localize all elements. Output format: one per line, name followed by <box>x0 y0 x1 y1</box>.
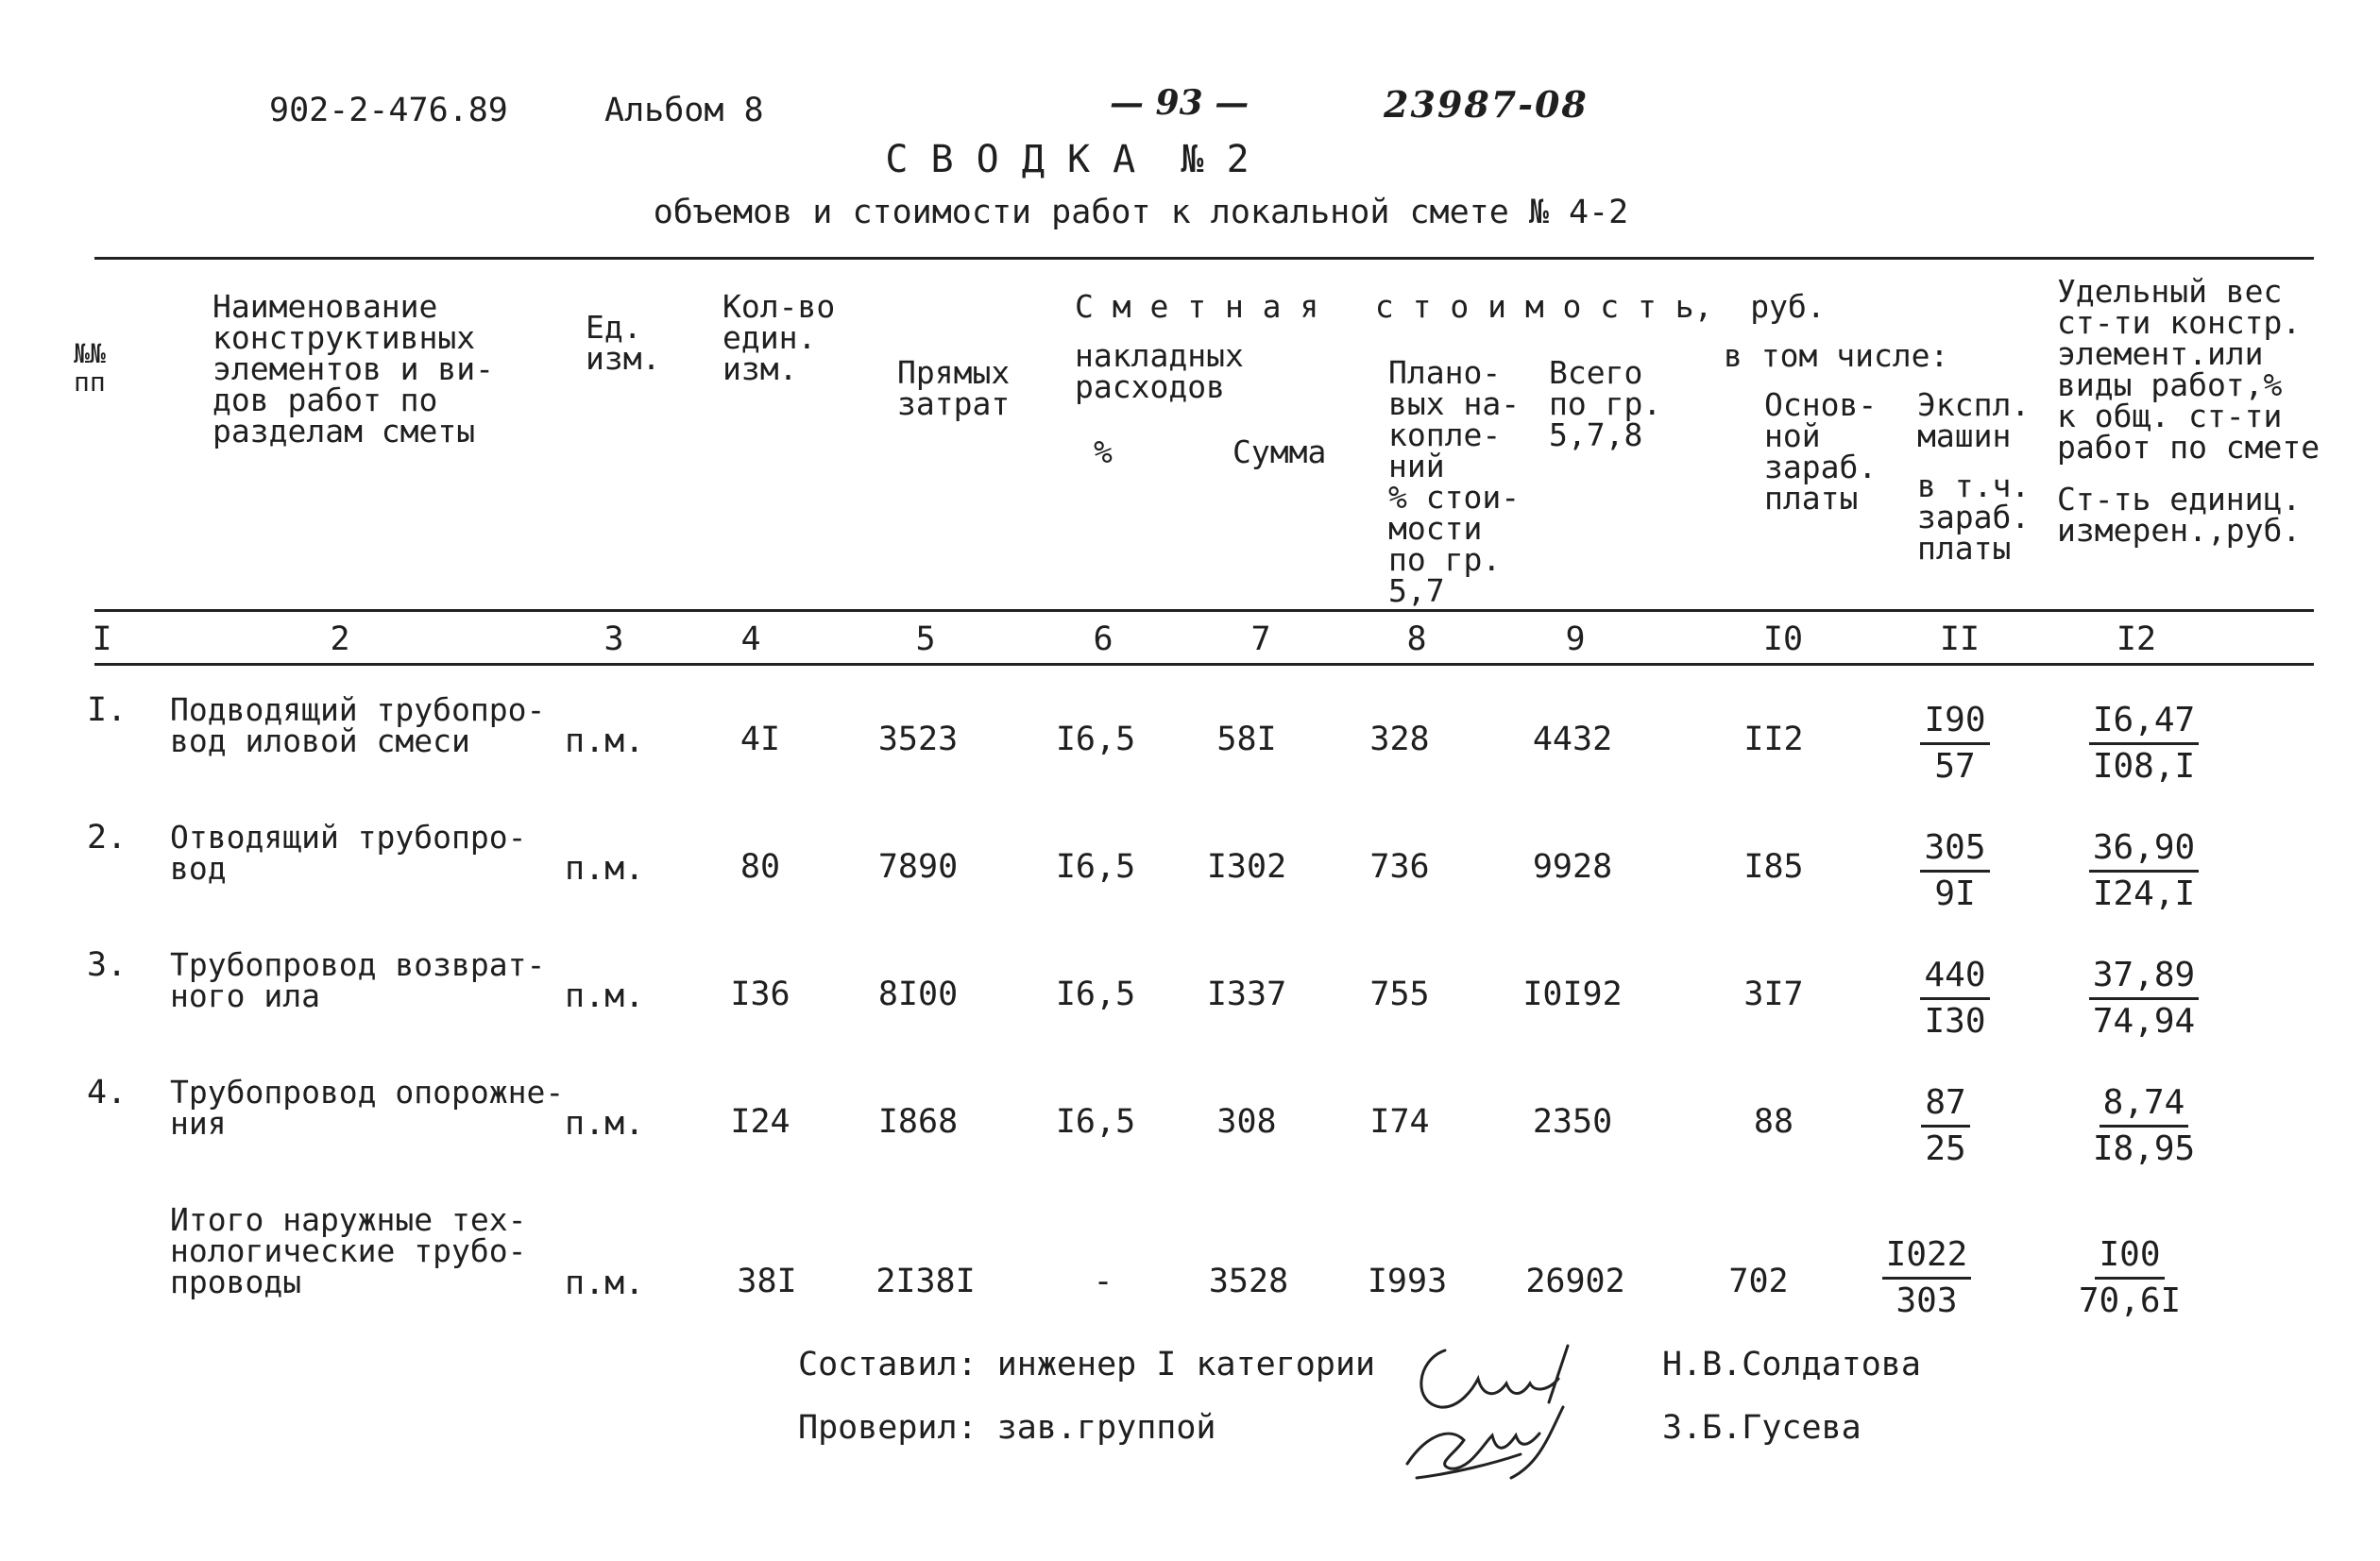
header-overhead: накладных расходов <box>1075 337 1244 405</box>
header-col-total: Всего по гр. 5,7,8 <box>1549 354 1662 453</box>
row-percent: I6,5 <box>1055 976 1136 1013</box>
total-name: Итого наружные тех- нологические трубо- проводы <box>170 1201 527 1300</box>
row-machines-fraction <box>1898 954 2012 1043</box>
total-unit: п.м. <box>565 1264 645 1302</box>
page-number: — 93 — <box>1110 83 1250 123</box>
row-unit: п.м. <box>565 1105 645 1143</box>
total-total: 26902 <box>1525 1263 1625 1300</box>
row-planned: 755 <box>1369 976 1430 1013</box>
row-share-fraction <box>2082 1081 2205 1171</box>
row-direct: I868 <box>877 1103 959 1141</box>
header-col-quantity: Кол-во един. изм. <box>722 288 836 387</box>
col-num-5: 5 <box>915 620 936 658</box>
row-wages: II2 <box>1743 721 1804 758</box>
row-sum: I337 <box>1206 976 1287 1013</box>
handwritten-signature-checked <box>1398 1398 1615 1492</box>
header-col-unit: Ед. изм. <box>586 309 661 377</box>
total-planned: I993 <box>1367 1263 1448 1300</box>
doc-number: 902-2-476.89 <box>269 92 508 129</box>
compiled-by-name: Н.В.Солдатова <box>1662 1346 1921 1383</box>
col-num-1: I <box>92 620 112 658</box>
page-number-value: 93 <box>1155 83 1203 123</box>
row-direct: 8I00 <box>877 976 959 1013</box>
column-numbers-rule <box>94 663 2314 666</box>
row-planned: 328 <box>1369 721 1430 758</box>
row-number: 4. <box>87 1074 128 1111</box>
row-machines: I90 <box>1920 699 1989 745</box>
row-name: Подводящий трубопро- вод иловой смеси <box>170 691 546 759</box>
checked-by-name: З.Б.Гусева <box>1662 1409 1862 1447</box>
row-machines-fraction <box>1898 699 2012 789</box>
header-col-planned: Плано- вых на- копле- ний % стои- мости по гр. 5,7 <box>1388 354 1521 609</box>
row-percent: I6,5 <box>1055 1103 1136 1141</box>
row-unit: п.м. <box>565 850 645 888</box>
header-col-wages: Основ- ной зараб. платы <box>1764 386 1878 517</box>
row-quantity: I36 <box>730 976 790 1013</box>
row-planned: I74 <box>1369 1103 1430 1141</box>
total-wages: 702 <box>1728 1263 1789 1300</box>
row-direct: 7890 <box>877 848 959 886</box>
row-machines: 440 <box>1920 954 1989 1000</box>
row-quantity: 80 <box>740 848 781 886</box>
row-direct: 3523 <box>877 721 959 758</box>
row-planned: 736 <box>1369 848 1430 886</box>
row-unit-cost: 74,94 <box>2092 1002 2196 1041</box>
row-number: I. <box>87 691 128 729</box>
header-col-machines: Экспл. машин <box>1917 386 2031 454</box>
row-number: 2. <box>87 819 128 857</box>
header-bottom-rule <box>94 609 2314 612</box>
inventory-number: 23987-08 <box>1384 83 1589 126</box>
album-label: Альбом 8 <box>604 92 764 129</box>
total-direct: 2I38I <box>876 1263 976 1300</box>
row-total: I0I92 <box>1522 976 1623 1013</box>
row-share: 37,89 <box>2089 954 2199 1000</box>
row-unit: п.м. <box>565 722 645 760</box>
col-num-11: II <box>1939 620 1980 658</box>
row-unit: п.м. <box>565 977 645 1015</box>
row-unit-cost: I08,I <box>2092 747 2196 786</box>
header-including: в том числе: <box>1724 337 1949 374</box>
row-total: 9928 <box>1532 848 1613 886</box>
table-top-rule <box>94 257 2314 260</box>
page-title: С В О Д К А № 2 <box>885 138 1250 181</box>
row-name: Трубопровод возврат- ного ила <box>170 946 546 1014</box>
row-sum: 308 <box>1216 1103 1277 1141</box>
col-num-8: 8 <box>1406 620 1427 658</box>
row-total: 2350 <box>1532 1103 1613 1141</box>
row-name: Отводящий трубопро- вод <box>170 819 527 887</box>
header-col-number: №№ пп <box>74 338 106 398</box>
row-sum: I302 <box>1206 848 1287 886</box>
header-col-direct: Прямых затрат <box>897 354 1011 422</box>
row-machines-fraction <box>1889 1081 2002 1171</box>
row-wages: 3I7 <box>1743 976 1804 1013</box>
compiled-by-label: Составил: инженер I категории <box>798 1346 1376 1383</box>
total-share: I00 <box>2095 1233 2164 1280</box>
row-machine-wages: 25 <box>1925 1129 1966 1168</box>
row-unit-cost: I24,I <box>2092 874 2196 913</box>
header-cost-group: С м е т н а я с т о и м о с т ь, руб. <box>1075 288 1826 325</box>
col-num-7: 7 <box>1250 620 1271 658</box>
row-share-fraction <box>2082 699 2205 789</box>
col-num-6: 6 <box>1093 620 1114 658</box>
header-col-name: Наименование конструктивных элементов и ви- дов работ по разделам сметы <box>212 288 495 450</box>
header-col-share: Удельный вес ст-ти констр. элемент.или виды работ,% к общ. ст-ти работ по смете <box>2057 273 2320 466</box>
total-machine-wages: 303 <box>1896 1281 1958 1320</box>
col-num-9: 9 <box>1565 620 1586 658</box>
col-num-12: I2 <box>2116 620 2157 658</box>
row-wages: I85 <box>1743 848 1804 886</box>
row-number: 3. <box>87 946 128 984</box>
col-num-2: 2 <box>330 620 350 658</box>
col-num-3: 3 <box>604 620 624 658</box>
total-percent: - <box>1093 1263 1114 1300</box>
row-name: Трубопровод опорожне- ния <box>170 1074 565 1142</box>
row-share: 36,90 <box>2089 826 2199 873</box>
row-machines-fraction <box>1898 826 2012 916</box>
header-col-sum: Сумма <box>1232 433 1327 470</box>
page-subtitle: объемов и стоимости работ к локальной смете № 4-2 <box>653 194 1629 231</box>
row-machines: 87 <box>1921 1081 1969 1128</box>
row-share-fraction <box>2082 954 2205 1043</box>
row-sum: 58I <box>1216 721 1277 758</box>
header-col-percent: % <box>1094 433 1113 470</box>
row-unit-cost: I8,95 <box>2092 1129 2196 1168</box>
header-col-unit-cost: Ст-ть единиц. измерен.,руб. <box>2057 481 2302 549</box>
row-machine-wages: 57 <box>1934 747 1976 786</box>
row-machine-wages: I30 <box>1924 1002 1986 1041</box>
row-quantity: I24 <box>730 1103 790 1141</box>
total-quantity: 38I <box>737 1263 797 1300</box>
row-percent: I6,5 <box>1055 848 1136 886</box>
total-machines: I022 <box>1882 1233 1972 1280</box>
row-quantity: 4I <box>740 721 781 758</box>
row-share: 8,74 <box>2100 1081 2189 1128</box>
row-share: I6,47 <box>2089 699 2199 745</box>
total-unit-cost: 70,6I <box>2078 1281 2182 1320</box>
col-num-4: 4 <box>740 620 761 658</box>
row-total: 4432 <box>1532 721 1613 758</box>
total-share-fraction <box>2059 1233 2201 1323</box>
row-share-fraction <box>2082 826 2205 916</box>
row-percent: I6,5 <box>1055 721 1136 758</box>
header-col-machine-wages: в т.ч. зараб. платы <box>1917 467 2031 567</box>
row-machines: 305 <box>1920 826 1989 873</box>
row-machine-wages: 9I <box>1934 874 1976 913</box>
col-num-10: I0 <box>1762 620 1804 658</box>
total-machines-fraction <box>1870 1233 1983 1323</box>
total-sum: 3528 <box>1208 1263 1289 1300</box>
checked-by-label: Проверил: зав.группой <box>798 1409 1216 1447</box>
row-wages: 88 <box>1753 1103 1794 1141</box>
